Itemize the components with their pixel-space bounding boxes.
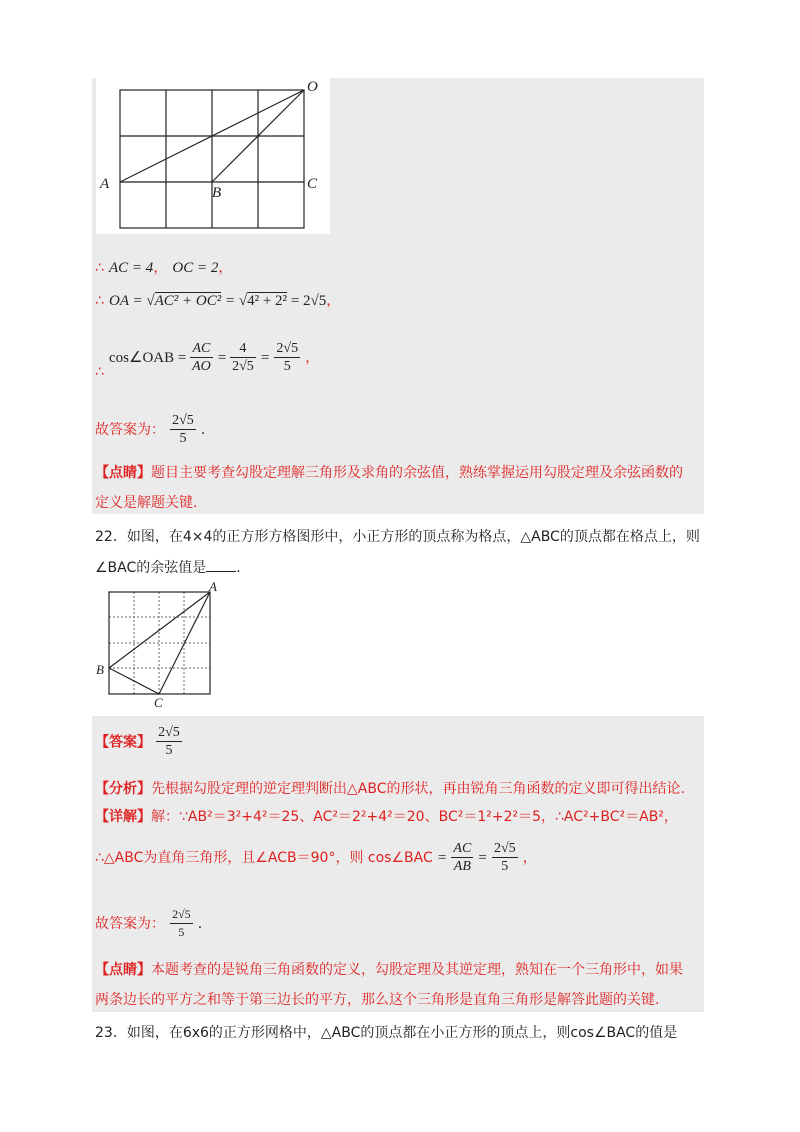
q22-answer: 【答案】 $\frac{2√5}{5}$ xyxy=(95,725,180,758)
label-c: C xyxy=(307,176,318,192)
label-b: B xyxy=(212,185,222,201)
q21-comment-line2: 定义是解题关键. xyxy=(95,495,198,511)
q22-grid-figure xyxy=(96,580,228,708)
q21-comment-line1: 【点睛】题目主要考查勾股定理解三角形及求角的余弦值，熟练掌握运用勾股定理及余弦函数的 xyxy=(95,465,683,481)
label-a: A xyxy=(100,176,110,192)
label-b: B xyxy=(96,662,104,677)
fraction: $\frac{2√5}{5}$ xyxy=(276,341,299,374)
fraction: $\frac{AC}{AB}$ xyxy=(453,841,472,874)
q21-line3: ∴ cos∠OAB = $\frac{AC}{AO}$ = $\frac{4}{2√5}$ = $\frac{2√5}{5}$ ， xyxy=(95,341,320,380)
q22-question-line2: ∠BAC的余弦值是 . xyxy=(95,560,241,576)
label-c: C xyxy=(154,695,163,708)
q21-grid-figure xyxy=(96,78,330,234)
q21-answer: 故答案为： $\frac{2√5}{5}$ . xyxy=(95,413,206,446)
fraction: $\frac{AC}{AO}$ xyxy=(192,341,211,374)
label-o: O xyxy=(307,79,318,95)
q21-line2: ∴ OA = √AC² + OC² = √4² + 2² = 2√5， xyxy=(95,293,341,309)
fraction: $\frac{2√5}{5}$ xyxy=(493,841,516,874)
q21-line1: ∴ AC = 4， OC = 2， xyxy=(95,260,233,276)
q22-detail-line2: ∴△ABC为直角三角形，且∠ACB＝90°，则 cos∠BAC = $\frac{AC}{AB}$ = $\frac{2√5}{5}$ ， xyxy=(95,841,537,874)
fraction: $\frac{2√5}{5}$ xyxy=(172,413,194,446)
label-a: A xyxy=(209,580,217,594)
q22-question-line1: 22．如图，在4×4的正方形方格图形中，小正方形的顶点称为格点，△ABC的顶点都在格点上，则 xyxy=(95,529,700,545)
q22-final-answer: 故答案为： $\frac{2√5}{5}$ . xyxy=(95,907,203,939)
q22-detail-line1: 【详解】解：∵AB²＝3²+4²＝25、AC²＝2²+4²＝20、BC²＝1²+2²＝5，∴AC²+BC²＝AB²， xyxy=(95,809,678,825)
q22-analysis: 【分析】先根据勾股定理的逆定理判断出△ABC的形状，再由锐角三角函数的定义即可得出结论. xyxy=(95,781,685,797)
q23-question: 23．如图，在6x6的正方形网格中，△ABC的顶点都在小正方形的顶点上，则cos∠BAC的值是 xyxy=(95,1025,678,1041)
q22-comment-line2: 两条边长的平方之和等于第三边长的平方，那么这个三角形是直角三角形是解答此题的关键. xyxy=(95,992,660,1008)
q22-comment-line1: 【点睛】本题考查的是锐角三角函数的定义，勾股定理及其逆定理，熟知在一个三角形中，如果 xyxy=(95,962,683,978)
fraction: $\frac{2√5}{5}$ xyxy=(172,907,191,939)
fraction: $\frac{4}{2√5}$ xyxy=(232,341,254,374)
fraction: $\frac{2√5}{5}$ xyxy=(158,725,180,758)
answer-blank xyxy=(206,559,236,572)
